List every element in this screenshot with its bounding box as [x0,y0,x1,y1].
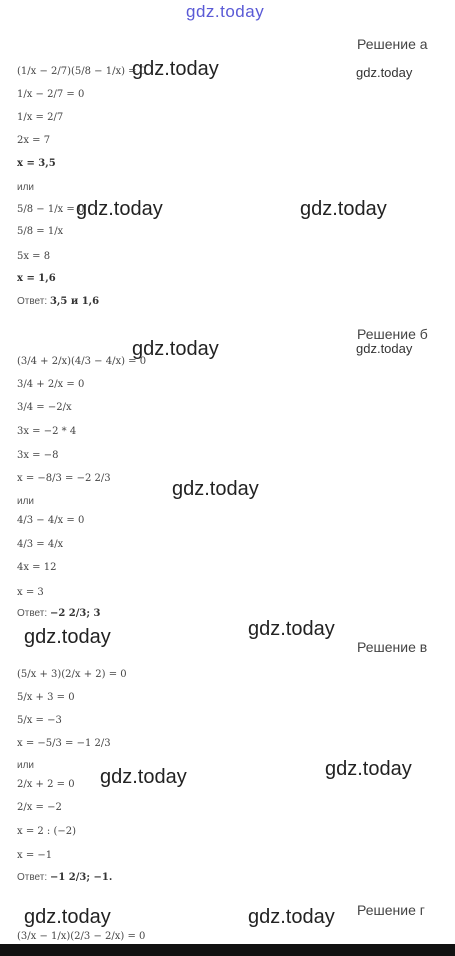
equation-line: x = −8/3 = −2 2/3 [17,473,111,484]
equation-line: 5/8 = 1/x [17,226,64,237]
watermark: gdz.today [132,338,219,360]
equation-line: x = −5/3 = −1 2/3 [17,738,111,749]
solution-d-title: Решение г [357,902,425,918]
solution-a-title: Решение а [357,36,428,52]
equation-line: x = 2 : (−2) [17,826,77,837]
watermark: gdz.today [24,626,111,648]
watermark: gdz.today [356,341,413,356]
answer-value: −2 2/3; 3 [49,608,101,619]
equation-line: 2x = 7 [17,135,51,146]
equation-line: 1/x = 2/7 [17,112,64,123]
equation-line: x = −1 [17,850,53,861]
solution-c-title: Решение в [357,639,428,655]
or-word: или [17,760,35,771]
watermark: gdz.today [300,198,387,220]
equation-line: 4/3 − 4/x = 0 [17,515,85,526]
answer-a [17,296,99,307]
equation-line: 5/x = −3 [17,715,62,726]
site-logo[interactable]: gdz.today [186,2,265,21]
answer-label: Ответ: [17,296,48,307]
watermark: gdz.today [132,58,219,80]
watermark: gdz.today [24,906,111,928]
watermark: gdz.today [356,65,413,80]
equation-line: (3/4 + 2/x)(4/3 − 4/x) = 0 [17,356,147,367]
equation-line: (1/x − 2/7)(5/8 − 1/x) = 0 [17,66,147,77]
equation-line: 4x = 12 [17,562,57,573]
equation-line: 5/x + 3 = 0 [17,692,75,703]
equation-line: x = 1,6 [17,273,56,284]
equation-line: 4/3 = 4/x [17,539,64,550]
answer-value: 3,5 и 1,6 [49,296,100,307]
equation-line: (3/x − 1/x)(2/3 − 2/x) = 0 [17,931,146,942]
watermark: gdz.today [325,758,412,780]
equation-line: (5/x + 3)(2/x + 2) = 0 [17,669,127,680]
answer-b [17,608,100,619]
solution-b-title: Решение б [357,326,428,342]
equation-line: 3x = −2 * 4 [17,426,77,437]
equation-line: 3/4 + 2/x = 0 [17,379,85,390]
bottom-bar [0,944,455,956]
equation-line: 2/x + 2 = 0 [17,779,75,790]
answer-value: −1 2/3; −1. [49,872,113,883]
watermark: gdz.today [172,478,259,500]
watermark: gdz.today [248,906,335,928]
watermark: gdz.today [248,618,335,640]
answer-label: Ответ: [17,872,48,883]
watermark: gdz.today [76,198,163,220]
or-word: или [17,182,35,193]
equation-line: x = 3 [17,587,44,598]
equation-line: 2/x = −2 [17,802,62,813]
answer-c [17,872,112,883]
equation-line: 1/x − 2/7 = 0 [17,89,85,100]
answer-label: Ответ: [17,608,48,619]
equation-line: 5/8 − 1/x = 0 [17,204,85,215]
equation-line: 3/4 = −2/x [17,402,72,413]
equation-line: 5x = 8 [17,251,51,262]
or-word: или [17,496,35,507]
watermark: gdz.today [100,766,187,788]
equation-line: x = 3,5 [17,158,56,169]
equation-line: 3x = −8 [17,450,59,461]
